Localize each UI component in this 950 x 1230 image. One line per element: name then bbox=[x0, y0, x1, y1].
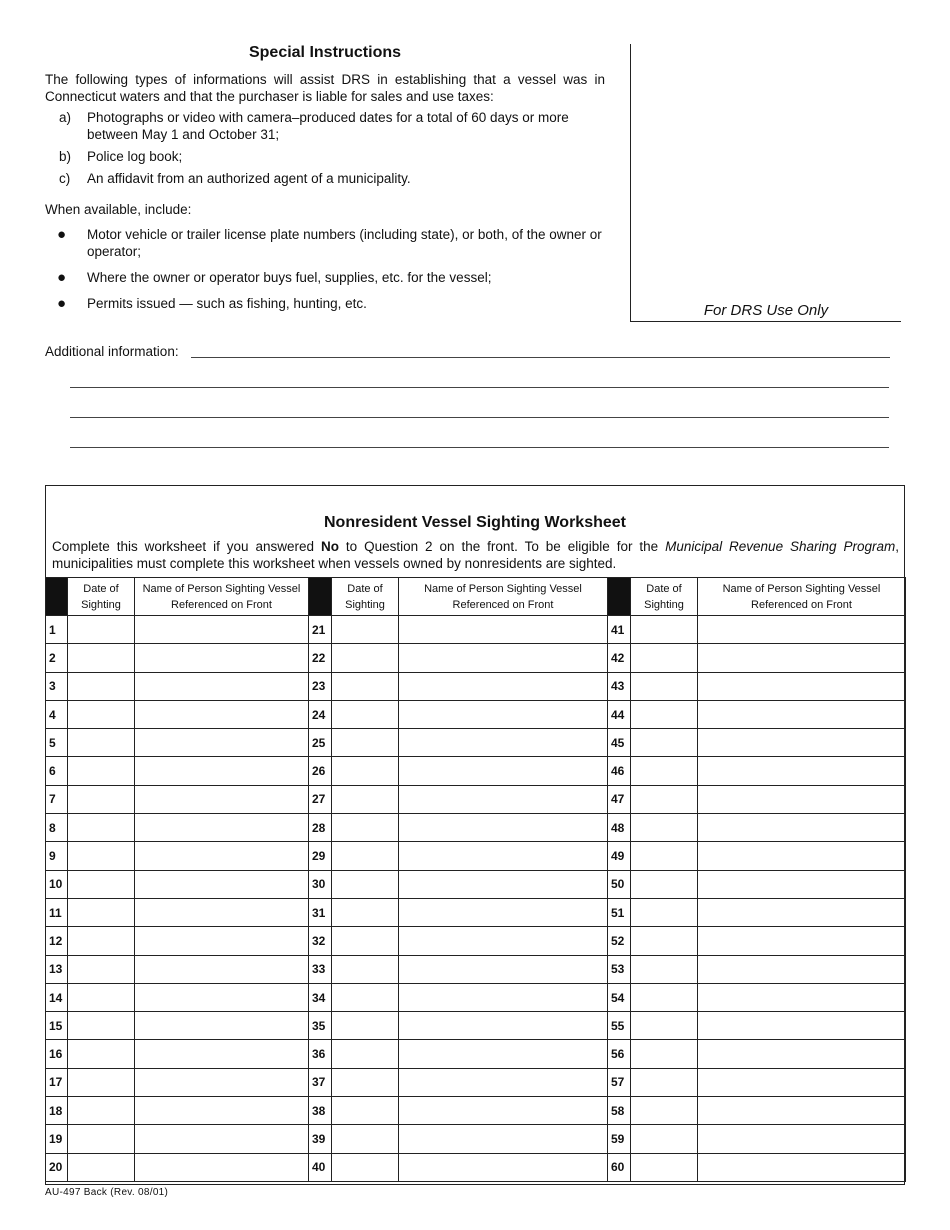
date-of-sighting-cell[interactable] bbox=[68, 955, 135, 983]
date-of-sighting-cell[interactable] bbox=[631, 644, 698, 672]
person-sighting-cell[interactable] bbox=[698, 729, 906, 757]
instructions-intro: The following types of informations will assist DRS in establishing that a vessel was in Connecticut waters and that the purchaser is liable for sales and use taxes: bbox=[45, 72, 605, 104]
row-number: 20 bbox=[46, 1153, 68, 1181]
row-number: 35 bbox=[309, 1012, 332, 1040]
date-of-sighting-cell[interactable] bbox=[68, 700, 135, 728]
table-row bbox=[46, 1097, 906, 1125]
person-sighting-cell[interactable] bbox=[135, 616, 309, 644]
list-item: c) An affidavit from an authorized agent of a municipality. bbox=[59, 171, 411, 186]
row-number: 2 bbox=[46, 644, 68, 672]
date-of-sighting-cell[interactable] bbox=[68, 1125, 135, 1153]
table-row bbox=[46, 729, 906, 757]
date-of-sighting-cell[interactable] bbox=[332, 785, 399, 813]
person-sighting-cell[interactable] bbox=[399, 700, 608, 728]
bullet-icon: ● bbox=[57, 226, 67, 243]
row-number: 4 bbox=[46, 700, 68, 728]
table-row bbox=[46, 983, 906, 1011]
person-sighting-cell[interactable] bbox=[135, 1068, 309, 1096]
person-sighting-cell[interactable] bbox=[698, 1012, 906, 1040]
person-sighting-cell[interactable] bbox=[399, 757, 608, 785]
row-number: 3 bbox=[46, 672, 68, 700]
additional-info-label: Additional information: bbox=[45, 344, 179, 359]
when-available-label: When available, include: bbox=[45, 202, 192, 217]
row-number: 10 bbox=[46, 870, 68, 898]
row-number: 32 bbox=[309, 927, 332, 955]
date-of-sighting-cell[interactable] bbox=[332, 700, 399, 728]
table-header bbox=[46, 578, 906, 616]
date-of-sighting-cell[interactable] bbox=[68, 898, 135, 926]
row-number: 48 bbox=[608, 814, 631, 842]
person-sighting-cell[interactable] bbox=[135, 1153, 309, 1181]
row-number: 26 bbox=[309, 757, 332, 785]
date-of-sighting-cell[interactable] bbox=[332, 842, 399, 870]
row-number: 11 bbox=[46, 898, 68, 926]
person-sighting-cell[interactable] bbox=[399, 1040, 608, 1068]
person-sighting-header: Name of Person Sighting Vessel Referenced on Front bbox=[399, 578, 608, 616]
row-number: 34 bbox=[309, 983, 332, 1011]
person-sighting-cell[interactable] bbox=[135, 955, 309, 983]
date-of-sighting-cell[interactable] bbox=[332, 757, 399, 785]
date-of-sighting-cell[interactable] bbox=[68, 785, 135, 813]
bullet-icon: ● bbox=[57, 269, 67, 286]
person-sighting-cell[interactable] bbox=[135, 898, 309, 926]
list-item: b) Police log book; bbox=[59, 149, 183, 164]
row-number: 24 bbox=[309, 700, 332, 728]
additional-info-line[interactable] bbox=[191, 357, 890, 358]
date-of-sighting-cell[interactable] bbox=[631, 785, 698, 813]
table-row bbox=[46, 785, 906, 813]
date-of-sighting-cell[interactable] bbox=[68, 757, 135, 785]
person-sighting-cell[interactable] bbox=[135, 870, 309, 898]
row-number: 36 bbox=[309, 1040, 332, 1068]
list-item: ● Motor vehicle or trailer license plate numbers (including state), or both, of the owner or operator; bbox=[57, 226, 602, 259]
person-sighting-cell[interactable] bbox=[698, 1125, 906, 1153]
date-of-sighting-cell[interactable] bbox=[332, 983, 399, 1011]
date-of-sighting-cell[interactable] bbox=[68, 842, 135, 870]
table-row bbox=[46, 672, 906, 700]
date-of-sighting-cell[interactable] bbox=[332, 672, 399, 700]
row-number: 49 bbox=[608, 842, 631, 870]
date-of-sighting-cell[interactable] bbox=[631, 1125, 698, 1153]
date-of-sighting-cell[interactable] bbox=[332, 1012, 399, 1040]
table-row bbox=[46, 1068, 906, 1096]
worksheet-description: Complete this worksheet if you answered No to Question 2 on the front. To be eligible for the Municipal Revenue Sharing Program, municipalities must complete this worksheet when vessels owned by nonresidents are sighted. bbox=[52, 539, 900, 571]
date-of-sighting-header: Date of Sighting bbox=[631, 578, 698, 616]
row-number: 5 bbox=[46, 729, 68, 757]
date-of-sighting-cell[interactable] bbox=[631, 983, 698, 1011]
person-sighting-cell[interactable] bbox=[399, 898, 608, 926]
row-number: 6 bbox=[46, 757, 68, 785]
table-row bbox=[46, 955, 906, 983]
person-sighting-cell[interactable] bbox=[135, 927, 309, 955]
person-sighting-cell[interactable] bbox=[399, 1153, 608, 1181]
date-of-sighting-cell[interactable] bbox=[332, 955, 399, 983]
date-of-sighting-cell[interactable] bbox=[631, 757, 698, 785]
date-of-sighting-cell[interactable] bbox=[68, 729, 135, 757]
form-footer: AU-497 Back (Rev. 08/01) bbox=[45, 1187, 169, 1198]
person-sighting-cell[interactable] bbox=[399, 842, 608, 870]
row-number: 27 bbox=[309, 785, 332, 813]
person-sighting-cell[interactable] bbox=[698, 814, 906, 842]
date-of-sighting-cell[interactable] bbox=[332, 1068, 399, 1096]
date-of-sighting-cell[interactable] bbox=[68, 1153, 135, 1181]
date-of-sighting-cell[interactable] bbox=[631, 1068, 698, 1096]
additional-info-line[interactable] bbox=[70, 417, 889, 418]
person-sighting-cell[interactable] bbox=[399, 1012, 608, 1040]
person-sighting-cell[interactable] bbox=[399, 983, 608, 1011]
drs-use-only-label: For DRS Use Only bbox=[703, 302, 829, 319]
person-sighting-cell[interactable] bbox=[698, 983, 906, 1011]
person-sighting-cell[interactable] bbox=[399, 814, 608, 842]
date-of-sighting-cell[interactable] bbox=[631, 729, 698, 757]
row-number: 41 bbox=[608, 616, 631, 644]
row-number: 37 bbox=[309, 1068, 332, 1096]
list-item: ● Permits issued — such as fishing, hunting, etc. bbox=[57, 295, 367, 312]
date-of-sighting-cell[interactable] bbox=[332, 1097, 399, 1125]
row-number: 33 bbox=[309, 955, 332, 983]
table-row bbox=[46, 616, 906, 644]
date-of-sighting-cell[interactable] bbox=[631, 898, 698, 926]
row-number: 50 bbox=[608, 870, 631, 898]
table-row bbox=[46, 814, 906, 842]
row-number: 30 bbox=[309, 870, 332, 898]
date-of-sighting-cell[interactable] bbox=[631, 1097, 698, 1125]
table-row bbox=[46, 842, 906, 870]
person-sighting-cell[interactable] bbox=[698, 1153, 906, 1181]
row-number: 55 bbox=[608, 1012, 631, 1040]
row-number: 45 bbox=[608, 729, 631, 757]
date-of-sighting-cell[interactable] bbox=[332, 644, 399, 672]
row-number: 21 bbox=[309, 616, 332, 644]
row-number: 29 bbox=[309, 842, 332, 870]
date-of-sighting-cell[interactable] bbox=[332, 1125, 399, 1153]
person-sighting-cell[interactable] bbox=[135, 1040, 309, 1068]
person-sighting-cell[interactable] bbox=[399, 955, 608, 983]
date-of-sighting-cell[interactable] bbox=[631, 1040, 698, 1068]
date-of-sighting-cell[interactable] bbox=[332, 927, 399, 955]
date-of-sighting-cell[interactable] bbox=[631, 870, 698, 898]
person-sighting-cell[interactable] bbox=[399, 927, 608, 955]
row-number: 14 bbox=[46, 983, 68, 1011]
sighting-table bbox=[45, 577, 906, 1182]
date-of-sighting-cell[interactable] bbox=[332, 1153, 399, 1181]
date-of-sighting-cell[interactable] bbox=[332, 729, 399, 757]
row-number: 16 bbox=[46, 1040, 68, 1068]
row-number: 18 bbox=[46, 1097, 68, 1125]
person-sighting-cell[interactable] bbox=[698, 757, 906, 785]
person-sighting-cell[interactable] bbox=[135, 1125, 309, 1153]
row-number: 40 bbox=[309, 1153, 332, 1181]
row-number: 44 bbox=[608, 700, 631, 728]
person-sighting-cell[interactable] bbox=[399, 785, 608, 813]
person-sighting-cell[interactable] bbox=[698, 1068, 906, 1096]
person-sighting-cell[interactable] bbox=[399, 644, 608, 672]
date-of-sighting-cell[interactable] bbox=[332, 616, 399, 644]
date-of-sighting-cell[interactable] bbox=[332, 870, 399, 898]
person-sighting-cell[interactable] bbox=[399, 1068, 608, 1096]
date-of-sighting-cell[interactable] bbox=[68, 1040, 135, 1068]
row-number: 12 bbox=[46, 927, 68, 955]
row-number: 15 bbox=[46, 1012, 68, 1040]
row-number: 28 bbox=[309, 814, 332, 842]
date-of-sighting-header: Date of Sighting bbox=[332, 578, 399, 616]
header-block bbox=[46, 578, 68, 616]
worksheet-title: Nonresident Vessel Sighting Worksheet bbox=[324, 514, 626, 531]
row-number: 51 bbox=[608, 898, 631, 926]
row-number: 8 bbox=[46, 814, 68, 842]
table-row bbox=[46, 1040, 906, 1068]
row-number: 58 bbox=[608, 1097, 631, 1125]
person-sighting-cell[interactable] bbox=[698, 644, 906, 672]
person-sighting-cell[interactable] bbox=[698, 1040, 906, 1068]
row-number: 52 bbox=[608, 927, 631, 955]
person-sighting-cell[interactable] bbox=[135, 814, 309, 842]
date-of-sighting-cell[interactable] bbox=[631, 616, 698, 644]
row-number: 39 bbox=[309, 1125, 332, 1153]
table-row bbox=[46, 644, 906, 672]
date-of-sighting-cell[interactable] bbox=[631, 814, 698, 842]
date-of-sighting-cell[interactable] bbox=[631, 842, 698, 870]
person-sighting-cell[interactable] bbox=[135, 644, 309, 672]
person-sighting-cell[interactable] bbox=[135, 729, 309, 757]
date-of-sighting-cell[interactable] bbox=[332, 814, 399, 842]
row-number: 47 bbox=[608, 785, 631, 813]
person-sighting-cell[interactable] bbox=[399, 870, 608, 898]
date-of-sighting-header: Date of Sighting bbox=[68, 578, 135, 616]
row-number: 53 bbox=[608, 955, 631, 983]
date-of-sighting-cell[interactable] bbox=[68, 672, 135, 700]
table-row bbox=[46, 927, 906, 955]
table-row bbox=[46, 700, 906, 728]
row-number: 43 bbox=[608, 672, 631, 700]
date-of-sighting-cell[interactable] bbox=[68, 1068, 135, 1096]
person-sighting-header: Name of Person Sighting Vessel Referenced on Front bbox=[135, 578, 309, 616]
row-number: 46 bbox=[608, 757, 631, 785]
additional-info-line[interactable] bbox=[70, 387, 889, 388]
additional-info-line[interactable] bbox=[70, 447, 889, 448]
person-sighting-cell[interactable] bbox=[399, 672, 608, 700]
date-of-sighting-cell[interactable] bbox=[631, 672, 698, 700]
person-sighting-cell[interactable] bbox=[135, 700, 309, 728]
date-of-sighting-cell[interactable] bbox=[68, 983, 135, 1011]
person-sighting-cell[interactable] bbox=[698, 672, 906, 700]
date-of-sighting-cell[interactable] bbox=[68, 870, 135, 898]
row-number: 25 bbox=[309, 729, 332, 757]
person-sighting-cell[interactable] bbox=[135, 672, 309, 700]
row-number: 38 bbox=[309, 1097, 332, 1125]
person-sighting-cell[interactable] bbox=[698, 785, 906, 813]
date-of-sighting-cell[interactable] bbox=[332, 898, 399, 926]
person-sighting-cell[interactable] bbox=[698, 842, 906, 870]
table-row bbox=[46, 870, 906, 898]
table-row bbox=[46, 757, 906, 785]
bullet-icon: ● bbox=[57, 295, 67, 312]
person-sighting-cell[interactable] bbox=[135, 785, 309, 813]
date-of-sighting-cell[interactable] bbox=[631, 1153, 698, 1181]
person-sighting-cell[interactable] bbox=[698, 870, 906, 898]
row-number: 42 bbox=[608, 644, 631, 672]
date-of-sighting-cell[interactable] bbox=[68, 814, 135, 842]
person-sighting-cell[interactable] bbox=[399, 1097, 608, 1125]
date-of-sighting-cell[interactable] bbox=[631, 955, 698, 983]
date-of-sighting-cell[interactable] bbox=[332, 1040, 399, 1068]
drs-use-only-box bbox=[630, 44, 901, 322]
person-sighting-cell[interactable] bbox=[698, 616, 906, 644]
date-of-sighting-cell[interactable] bbox=[631, 927, 698, 955]
row-number: 13 bbox=[46, 955, 68, 983]
special-instructions bbox=[45, 44, 605, 321]
person-sighting-cell[interactable] bbox=[135, 983, 309, 1011]
row-number: 19 bbox=[46, 1125, 68, 1153]
person-sighting-cell[interactable] bbox=[698, 700, 906, 728]
date-of-sighting-cell[interactable] bbox=[631, 700, 698, 728]
table-row bbox=[46, 1153, 906, 1181]
table-row bbox=[46, 898, 906, 926]
date-of-sighting-cell[interactable] bbox=[68, 1012, 135, 1040]
person-sighting-cell[interactable] bbox=[698, 927, 906, 955]
row-number: 59 bbox=[608, 1125, 631, 1153]
row-number: 23 bbox=[309, 672, 332, 700]
row-number: 9 bbox=[46, 842, 68, 870]
row-number: 57 bbox=[608, 1068, 631, 1096]
date-of-sighting-cell[interactable] bbox=[68, 927, 135, 955]
evidence-list bbox=[45, 109, 605, 187]
table-row bbox=[46, 1125, 906, 1153]
row-number: 17 bbox=[46, 1068, 68, 1096]
table-row bbox=[46, 1012, 906, 1040]
sighting-worksheet bbox=[45, 485, 905, 1185]
instructions-title: Special Instructions bbox=[248, 44, 402, 61]
person-sighting-cell[interactable] bbox=[135, 842, 309, 870]
row-number: 7 bbox=[46, 785, 68, 813]
header-block bbox=[309, 578, 332, 616]
person-sighting-header: Name of Person Sighting Vessel Referenced on Front bbox=[698, 578, 906, 616]
person-sighting-cell[interactable] bbox=[399, 1125, 608, 1153]
list-item: ● Where the owner or operator buys fuel, supplies, etc. for the vessel; bbox=[57, 269, 492, 286]
header-block bbox=[608, 578, 631, 616]
person-sighting-cell[interactable] bbox=[399, 729, 608, 757]
person-sighting-cell[interactable] bbox=[135, 1097, 309, 1125]
row-number: 31 bbox=[309, 898, 332, 926]
person-sighting-cell[interactable] bbox=[135, 757, 309, 785]
person-sighting-cell[interactable] bbox=[698, 955, 906, 983]
row-number: 22 bbox=[309, 644, 332, 672]
list-item: a) Photographs or video with camera–produced dates for a total of 60 days or more between May 1 and October 31; bbox=[59, 110, 569, 142]
person-sighting-cell[interactable] bbox=[698, 898, 906, 926]
row-number: 56 bbox=[608, 1040, 631, 1068]
date-of-sighting-cell[interactable] bbox=[68, 644, 135, 672]
row-number: 60 bbox=[608, 1153, 631, 1181]
person-sighting-cell[interactable] bbox=[135, 1012, 309, 1040]
person-sighting-cell[interactable] bbox=[698, 1097, 906, 1125]
row-number: 1 bbox=[46, 616, 68, 644]
date-of-sighting-cell[interactable] bbox=[631, 1012, 698, 1040]
row-number: 54 bbox=[608, 983, 631, 1011]
date-of-sighting-cell[interactable] bbox=[68, 616, 135, 644]
person-sighting-cell[interactable] bbox=[399, 616, 608, 644]
include-list bbox=[45, 226, 605, 312]
date-of-sighting-cell[interactable] bbox=[68, 1097, 135, 1125]
